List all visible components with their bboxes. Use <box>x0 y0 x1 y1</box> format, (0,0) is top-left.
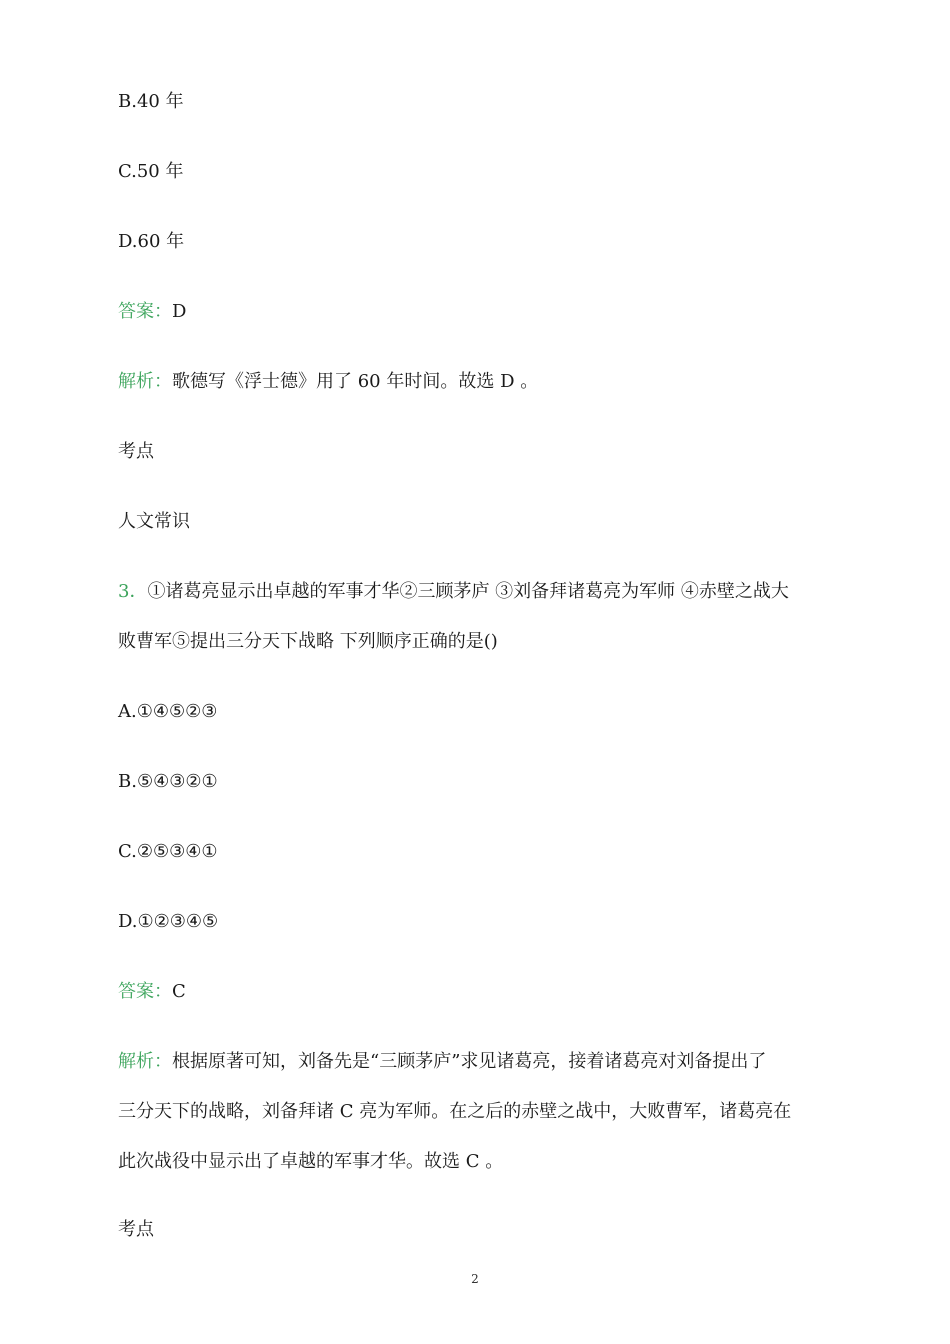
q3-analysis-line2: 三分天下的战略，刘备拜诸 C 亮为军师。在之后的赤壁之战中，大败曹军，诸葛亮在 <box>118 1101 792 1122</box>
q3-stem-line2: 败曹军⑤提出三分天下战略 下列顺序正确的是() <box>118 631 498 652</box>
q2-analysis <box>118 370 538 394</box>
q3-answer-label: 答案： <box>118 981 172 1002</box>
q3-analysis-text1: 根据原著可知，刘备先是“三顾茅庐”求见诸葛亮，接着诸葛亮对刘备提出了 <box>172 1051 767 1072</box>
q3-option-b: B.⑤④③②① <box>118 771 218 792</box>
page-number: 2 <box>471 1272 479 1286</box>
q2-analysis-text: 歌德写《浮士德》用了 60 年时间。故选 D 。 <box>172 371 539 392</box>
q3-stem-text1: ①诸葛亮显示出卓越的军事才华②三顾茅庐 ③刘备拜诸葛亮为军师 ④赤壁之战大 <box>147 581 789 602</box>
q2-option-b: B.40 年 <box>118 91 184 112</box>
q2-option-d: D.60 年 <box>118 231 185 252</box>
q2-analysis-label: 解析： <box>118 371 172 392</box>
q3-option-a: A.①④⑤②③ <box>118 701 218 722</box>
q3-number: 3． <box>118 581 148 602</box>
q3-answer <box>118 980 186 1004</box>
q3-answer-value: C <box>172 981 186 1002</box>
q3-option-d: D.①②③④⑤ <box>118 911 219 932</box>
q2-option-c: C.50 年 <box>118 161 184 182</box>
q2-answer <box>118 300 186 324</box>
q2-answer-label: 答案： <box>118 301 172 322</box>
q3-analysis-line1 <box>118 1050 766 1074</box>
q3-topic-label: 考点 <box>118 1219 154 1240</box>
q3-analysis-line3: 此次战役中显示出了卓越的军事才华。故选 C 。 <box>118 1151 504 1172</box>
q3-analysis-label: 解析： <box>118 1051 172 1072</box>
q3-stem-line1 <box>118 580 789 604</box>
q2-answer-value: D <box>172 301 187 322</box>
q3-option-c: C.②⑤③④① <box>118 841 218 862</box>
q2-topic-value: 人文常识 <box>118 511 190 532</box>
q2-topic-label: 考点 <box>118 441 154 462</box>
